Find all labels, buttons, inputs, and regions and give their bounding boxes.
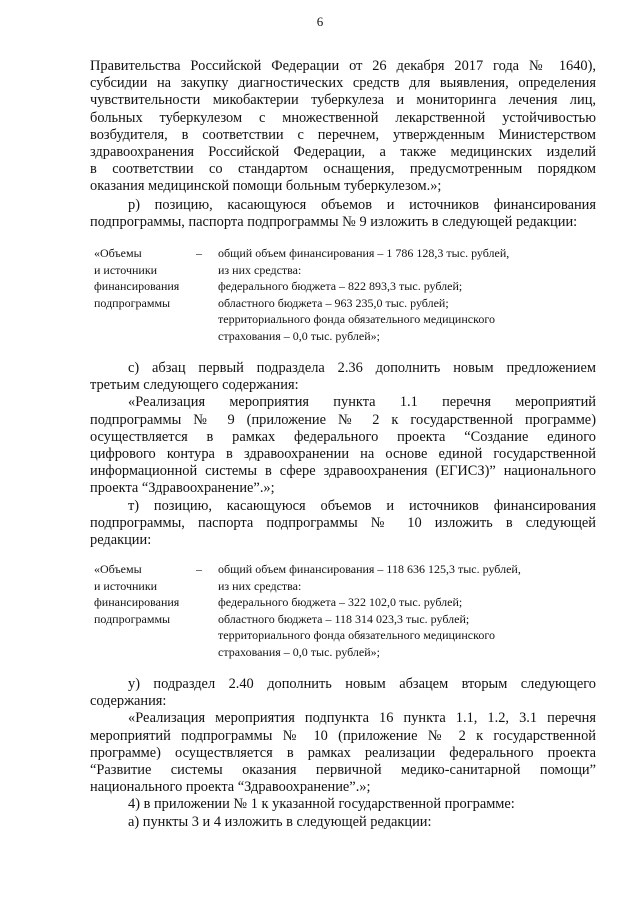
financing-table-10	[90, 561, 596, 661]
table-dash: –	[196, 246, 202, 260]
value-line: страхования – 0,0 тыс. рублей»;	[218, 644, 380, 659]
text-line: в соответствии со стандартом оснащения, предусмотренным порядком	[90, 161, 596, 178]
text-line: национального проекта “Здравоохранение”.»;	[90, 779, 371, 796]
text-line: “Развитие системы оказания первичной медико-санитарной помощи”	[90, 762, 596, 779]
paragraph-r	[90, 197, 596, 231]
text-line: у) подраздел 2.40 дополнить новым абзацем вторым следующего	[128, 676, 596, 692]
paragraph-s	[90, 360, 596, 498]
text-line: информационной системы в сфере здравоохранения (ЕГИСЗ)” национального	[90, 463, 596, 480]
value-line: федерального бюджета – 322 102,0 тыс. рублей;	[218, 595, 463, 610]
text-line: программе) осуществляется в рамках реализации федерального проекта	[90, 744, 596, 761]
text-line: чувствительности микобактерии туберкулеза и мониторинга лечения лиц,	[90, 92, 596, 109]
text-line: оказания медицинской помощи больным туберкулезом.»;	[90, 178, 442, 195]
paragraph-u	[90, 676, 596, 831]
table-values	[218, 561, 598, 661]
text-line: третьим следующего содержания:	[90, 377, 299, 394]
text-line: р) позицию, касающуюся объемов и источников финансирования	[128, 197, 596, 213]
text-line: 4) в приложении № 1 к указанной государственной программе:	[128, 796, 515, 813]
paragraph-continuation	[90, 58, 596, 196]
text-line: редакции:	[90, 532, 152, 549]
text-line: Правительства Российской Федерации от 26 декабря 2017 года № 1640),	[90, 58, 596, 74]
value-line: федерального бюджета – 822 893,3 тыс. рублей;	[218, 279, 463, 294]
financing-table-9	[90, 245, 596, 345]
text-line: с) абзац первый подраздела 2.36 дополнить новым предложением	[128, 360, 596, 376]
value-line: из них средства:	[218, 262, 302, 277]
text-line: содержания:	[90, 693, 167, 710]
text-line: мероприятий подпрограммы № 10 (приложение № 2 к государственной	[90, 727, 596, 744]
page-number: 6	[316, 14, 324, 29]
text-line: цифрового контура в здравоохранении на основе единой государственной	[90, 446, 596, 463]
value-line: территориального фонда обязательного медицинского	[218, 312, 495, 327]
text-line: т) позицию, касающуюся объемов и источников финансирования	[128, 498, 596, 514]
paragraph-t	[90, 498, 596, 550]
value-line: территориального фонда обязательного медицинского	[218, 628, 495, 643]
text-line: «Реализация мероприятия подпункта 16 пункта 1.1, 1.2, 3.1 перечня	[128, 710, 596, 727]
value-line: общий объем финансирования – 1 786 128,3 тыс. рублей,	[218, 246, 510, 260]
table-label: «Объемы и источники финансирования подпрограммы	[94, 246, 180, 310]
value-line: страхования – 0,0 тыс. рублей»;	[218, 328, 380, 343]
text-line: субсидии на закупку диагностических средств для выявления, определения	[90, 75, 596, 92]
text-line: «Реализация мероприятия пункта 1.1 перечня мероприятий	[128, 394, 596, 411]
table-dash: –	[196, 562, 202, 576]
text-line: осуществляется в рамках федерального проекта “Создание единого	[90, 428, 596, 445]
value-line: общий объем финансирования – 118 636 125,3 тыс. рублей,	[218, 562, 521, 576]
text-line: возбудителя, в соответствии с перечнем, утвержденным Министерством	[90, 126, 596, 143]
text-line: подпрограммы, паспорта подпрограммы № 9 изложить в следующей редакции:	[90, 214, 578, 231]
text-line: здравоохранения Российской Федерации, а также медицинских изделий	[90, 144, 596, 161]
table-values	[218, 245, 598, 345]
value-line: областного бюджета – 963 235,0 тыс. рублей;	[218, 295, 449, 310]
value-line: областного бюджета – 118 314 023,3 тыс. рублей;	[218, 611, 470, 626]
text-line: больных туберкулезом с множественной лекарственной устойчивостью	[90, 109, 596, 126]
table-label: «Объемы и источники финансирования подпрограммы	[94, 562, 180, 626]
text-line: подпрограммы, паспорта подпрограммы № 10 изложить в следующей	[90, 515, 596, 532]
text-line: подпрограммы № 9 (приложение № 2 к государственной программе)	[90, 411, 596, 428]
text-line: проекта “Здравоохранение”.»;	[90, 480, 275, 497]
value-line: из них средства:	[218, 578, 302, 593]
text-line: а) пункты 3 и 4 изложить в следующей редакции:	[128, 813, 432, 830]
